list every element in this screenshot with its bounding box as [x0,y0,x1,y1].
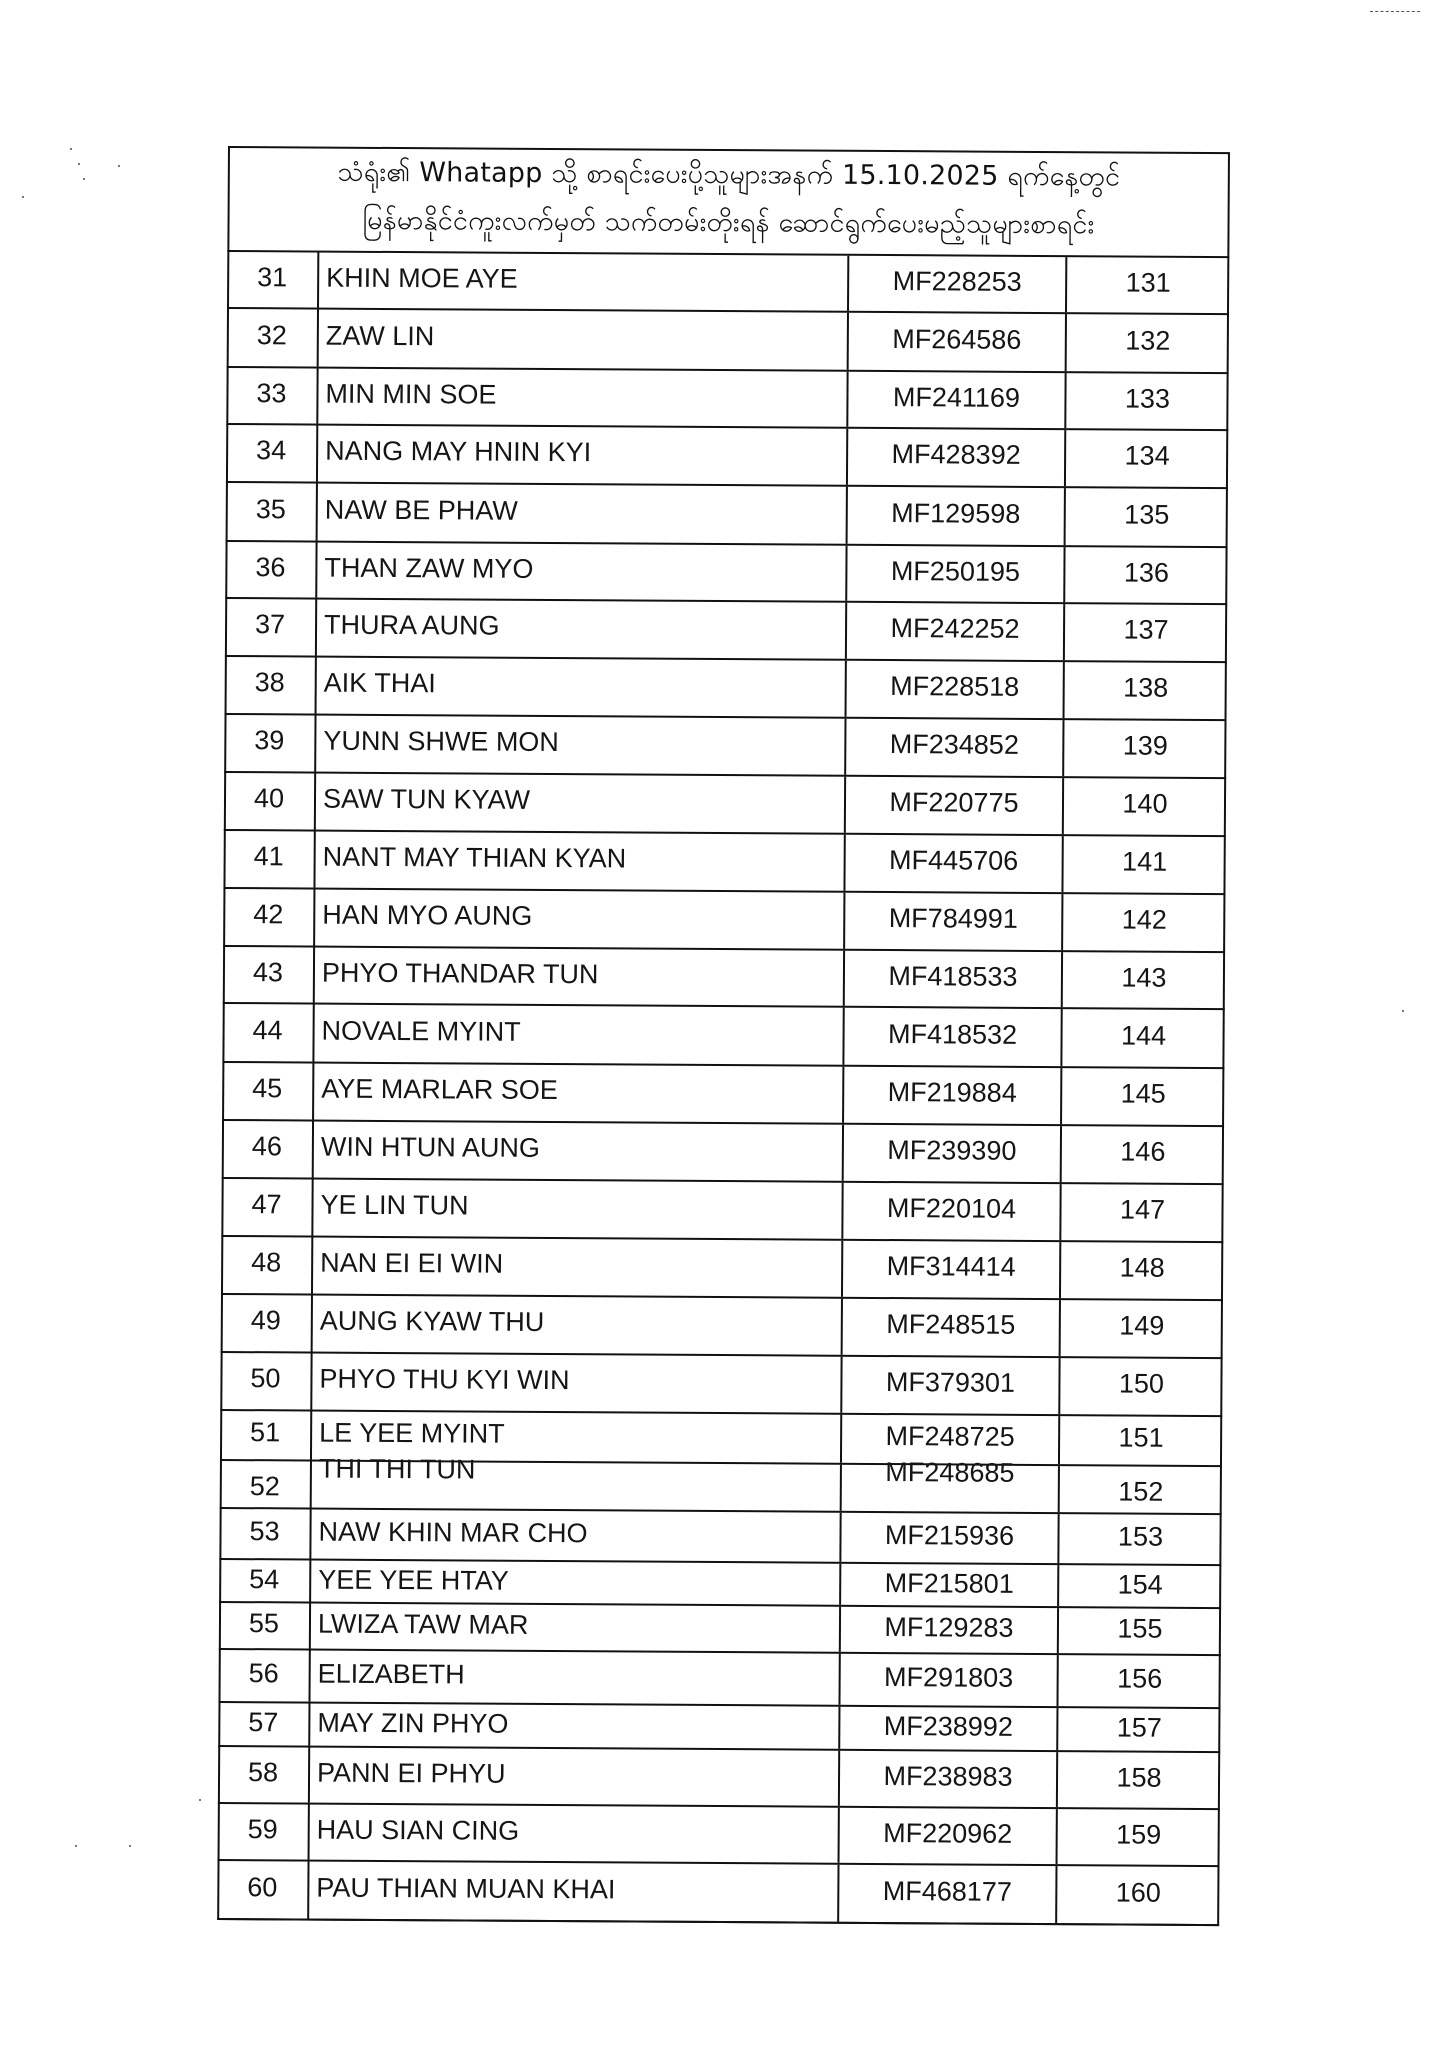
row-passport-cell [845,893,1063,950]
row-name-cell [310,1704,840,1749]
title-line-2: မြန်မာနိုင်ငံကူးလက်မှတ် သက်တမ်းတိုးရန် ဆောင်ရွက်ပေးမည့်သူများစာရင်း [362,204,1095,241]
table-row [218,1650,1220,1709]
row-number-cell [223,889,315,946]
row-queue-number-cell [1058,1655,1220,1707]
row-name: NANT MAY THIAN KYAN [322,841,627,874]
row-name-cell [311,1510,841,1562]
row-number: 45 [252,1073,283,1104]
row-passport-cell [842,1357,1060,1414]
row-queue-number-cell [1063,952,1225,1008]
table-row [225,599,1227,663]
row-passport-cell [843,1299,1061,1356]
row-queue-number: 145 [1120,1078,1166,1109]
row-number: 47 [251,1189,282,1220]
row-name-cell [317,543,847,601]
row-passport-cell [849,256,1067,312]
row-number-cell [217,1861,309,1919]
table-row [217,1861,1219,1926]
row-number: 40 [253,783,285,814]
row-queue-number-cell [1060,1416,1222,1465]
row-number-cell [222,1063,314,1120]
row-passport-cell [843,1241,1061,1298]
row-queue-number: 144 [1120,1020,1167,1051]
row-name-cell [317,600,847,659]
row-passport-cell [844,1125,1062,1182]
row-number: 43 [252,957,284,988]
row-name: LE YEE MYINT [319,1417,505,1449]
row-passport-cell [844,1067,1062,1124]
row-name-cell [317,658,847,717]
row-name: NAN EI EI WIN [320,1247,504,1279]
row-name-cell [312,1354,842,1413]
row-queue-number-cell [1063,894,1225,951]
row-passport-cell [845,835,1063,892]
row-number: 31 [257,262,288,293]
row-passport: MF228518 [890,671,1020,702]
row-passport: MF215936 [884,1520,1015,1551]
row-number-cell [219,1650,311,1702]
row-number-cell [222,1121,314,1178]
row-queue-number: 142 [1121,904,1167,935]
row-name: PAU THIAN MUAN KHAI [316,1872,616,1905]
row-name-cell [309,1862,839,1922]
row-name-cell [311,1604,841,1652]
row-number-cell [219,1560,311,1602]
table-row [225,542,1227,605]
row-queue-number-cell [1061,1184,1223,1241]
row-number-cell [220,1461,312,1508]
row-queue-number-cell [1058,1752,1220,1808]
row-queue-number: 143 [1121,962,1167,993]
row-passport-cell [848,487,1066,545]
row-queue-number-cell [1064,720,1226,777]
row-passport: MF242252 [890,613,1020,644]
row-passport: MF248515 [886,1309,1016,1340]
row-queue-number: 138 [1123,672,1169,703]
row-number: 37 [254,609,286,640]
table-row [224,715,1226,779]
row-name: THURA AUNG [323,609,500,641]
row-passport: MF418533 [888,961,1018,992]
row-number-cell [224,773,316,830]
row-name: LWIZA TAW MAR [317,1608,529,1640]
row-passport-cell [846,777,1064,834]
row-name-cell [319,253,849,311]
row-queue-number-cell [1063,836,1225,893]
row-passport-cell [839,1865,1057,1923]
row-queue-number: 159 [1116,1819,1162,1850]
row-number: 36 [255,552,286,583]
row-queue-number: 140 [1122,788,1168,819]
row-number: 42 [253,899,284,930]
row-number-cell [222,1004,314,1062]
row-passport-cell [847,661,1065,718]
row-name: YEE YEE HTAY [318,1564,509,1596]
row-passport-cell [843,1183,1061,1240]
row-passport-cell [840,1707,1058,1750]
row-passport: MF468177 [882,1876,1012,1907]
table-row [220,1453,1222,1515]
row-number-cell [225,542,317,598]
row-number: 35 [255,494,286,525]
row-passport-cell [849,313,1067,371]
row-number: 56 [248,1658,279,1689]
row-passport: MF228253 [892,266,1022,297]
row-queue-number: 154 [1117,1569,1163,1600]
row-number-cell [221,1295,313,1352]
row-queue-number: 137 [1123,614,1169,645]
row-name-cell [311,1561,841,1605]
row-passport: MF220775 [889,787,1019,818]
row-queue-number: 135 [1124,499,1170,530]
row-queue-number-cell [1066,488,1228,546]
row-name: THI THI TUN [318,1453,476,1485]
row-passport-cell [848,372,1066,428]
table-row [226,368,1228,431]
row-name-cell [316,716,846,775]
row-passport: MF418532 [887,1019,1018,1050]
row-number: 59 [247,1814,278,1845]
row-number: 50 [250,1363,281,1394]
row-queue-number-cell [1062,1068,1224,1125]
row-passport-cell [840,1654,1058,1706]
row-number-cell [218,1703,310,1746]
row-name-cell [319,310,849,370]
table-row [227,309,1229,374]
row-passport: MF220104 [886,1193,1017,1224]
table-row [221,1295,1223,1359]
row-number-cell [221,1179,313,1236]
row-queue-number: 131 [1125,267,1171,298]
row-passport-cell [848,429,1066,486]
row-number-cell [220,1411,312,1460]
table-row [218,1804,1220,1867]
row-queue-number: 134 [1124,440,1170,471]
row-number: 32 [256,320,287,351]
row-number-cell [220,1353,312,1410]
row-name: AIK THAI [323,667,436,699]
table-row [218,1747,1220,1810]
row-number-cell [225,657,317,714]
row-passport: MF234852 [889,729,1019,760]
row-passport: MF264586 [892,324,1022,355]
table-row [222,1121,1224,1185]
row-queue-number: 141 [1122,846,1168,877]
row-passport: MF238983 [883,1761,1013,1792]
row-passport: MF250195 [890,556,1021,587]
row-name-cell [315,832,845,891]
row-name: NAW KHIN MAR CHO [318,1516,588,1549]
row-queue-number: 156 [1117,1663,1163,1694]
table-row [220,1353,1222,1417]
row-name-cell [314,1122,844,1181]
row-name-cell [314,1064,844,1123]
table-row [219,1560,1221,1609]
row-queue-number-cell [1066,373,1228,429]
row-queue-number-cell [1066,430,1228,487]
row-number-cell [225,599,317,656]
row-number: 54 [249,1564,280,1595]
table-row [222,1004,1224,1069]
row-number: 51 [250,1417,281,1448]
row-number-cell [226,368,318,424]
row-queue-number: 147 [1119,1194,1166,1225]
row-number-cell [227,309,319,367]
row-passport-cell [840,1751,1058,1807]
row-passport-cell [840,1808,1058,1864]
row-passport-cell [846,719,1064,776]
row-queue-number-cell [1061,1242,1223,1299]
row-queue-number-cell [1059,1608,1221,1654]
row-passport: MF428392 [891,439,1021,470]
row-name: HAU SIAN CING [316,1814,520,1846]
row-name: HAN MYO AUNG [322,899,533,931]
row-name: AUNG KYAW THU [319,1305,545,1337]
row-name-cell [313,1180,843,1239]
row-queue-number: 155 [1117,1613,1163,1644]
row-number: 52 [249,1471,280,1502]
row-name: THAN ZAW MYO [324,552,534,584]
row-number: 46 [251,1131,282,1162]
row-queue-number: 136 [1123,557,1170,588]
table-row [221,1179,1223,1243]
row-name-cell [310,1748,840,1806]
row-queue-number-cell [1058,1809,1220,1865]
table-row [226,425,1228,489]
row-queue-number-cell [1065,547,1227,603]
row-number: 33 [256,378,287,409]
row-name-cell [318,484,848,544]
row-queue-number-cell [1067,314,1229,372]
row-queue-number: 152 [1118,1476,1164,1507]
row-queue-number-cell [1061,1300,1223,1357]
row-queue-number: 158 [1116,1762,1162,1793]
row-queue-number-cell [1062,1126,1224,1183]
row-name: WIN HTUN AUNG [320,1131,540,1163]
row-queue-number: 139 [1122,730,1168,761]
row-passport-cell [841,1513,1059,1563]
row-queue-number: 153 [1117,1521,1164,1552]
row-queue-number: 149 [1119,1310,1165,1341]
row-passport: MF215801 [884,1568,1014,1599]
row-queue-number-cell [1065,604,1227,661]
row-number: 55 [248,1608,280,1639]
table-title [227,146,1230,258]
row-name: PHYO THU KYI WIN [319,1363,570,1396]
row-queue-number: 150 [1118,1368,1165,1399]
row-passport: MF314414 [886,1251,1016,1282]
row-passport: MF219884 [887,1077,1017,1108]
row-name: NAW BE PHAW [324,494,518,526]
row-name: YUNN SHWE MON [323,725,559,758]
table-row [227,252,1229,315]
row-name: ZAW LIN [325,320,435,352]
row-name-cell [315,948,845,1006]
row-number: 39 [254,725,285,756]
row-passport-cell [847,546,1065,602]
row-passport: MF784991 [888,903,1018,934]
table-row [223,889,1225,953]
row-number: 58 [247,1757,279,1788]
row-number-cell [226,483,318,541]
row-queue-number: 132 [1125,325,1171,356]
row-queue-number-cell [1060,1358,1222,1415]
table-row [226,483,1228,548]
row-queue-number: 151 [1118,1422,1164,1453]
row-queue-number: 133 [1124,383,1171,414]
row-number: 57 [248,1707,279,1738]
row-number-cell [223,831,315,888]
table-row [219,1509,1221,1566]
row-name-cell [316,774,846,833]
row-queue-number-cell [1065,662,1227,719]
row-number: 48 [251,1247,282,1278]
row-queue-number: 146 [1120,1136,1166,1167]
row-queue-number: 157 [1116,1712,1162,1743]
row-name: KHIN MOE AYE [326,262,518,294]
row-name-cell [318,426,848,485]
table-row [219,1603,1221,1656]
row-queue-number-cell [1059,1514,1221,1564]
row-passport: MF220962 [883,1818,1013,1849]
row-name: AYE MARLAR SOE [321,1073,558,1106]
row-passport-cell [847,603,1065,660]
row-queue-number: 148 [1119,1252,1165,1283]
row-passport: MF248725 [885,1421,1015,1452]
row-name: ELIZABETH [317,1658,465,1690]
table-row [225,657,1227,721]
row-name: YE LIN TUN [320,1189,469,1221]
row-passport: MF238992 [883,1711,1013,1742]
title-line-1: သံရုံး၏ Whatapp သို့ စာရင်းပေးပို့သူများအနက် 15.10.2025 ရက်နေ့တွင် [337,156,1121,193]
row-name: NOVALE MYINT [321,1015,521,1047]
row-name-cell [310,1805,840,1863]
row-number-cell [219,1603,311,1649]
row-number: 44 [252,1015,283,1046]
table-row [218,1703,1220,1753]
row-queue-number-cell [1057,1866,1219,1924]
row-number-cell [218,1747,310,1803]
row-number: 38 [254,667,285,698]
row-number-cell [227,252,319,308]
row-number-cell [224,715,316,772]
row-passport-cell [841,1607,1059,1653]
row-passport: MF239390 [887,1135,1017,1166]
table-row [221,1237,1223,1301]
row-queue-number-cell [1058,1708,1220,1751]
row-name-cell [314,1005,844,1065]
row-passport: MF129283 [884,1612,1014,1643]
row-name-cell [312,1453,842,1511]
row-name-cell [313,1296,843,1355]
row-passport-cell [845,951,1063,1007]
row-name-cell [315,890,845,949]
row-number: 49 [250,1305,281,1336]
row-passport: MF445706 [889,845,1019,876]
row-name: MAY ZIN PHYO [317,1707,509,1739]
row-passport: MF291803 [884,1662,1014,1693]
row-passport: MF129598 [891,498,1021,529]
row-queue-number: 160 [1115,1877,1161,1908]
row-name-cell [310,1651,840,1705]
row-name: MIN MIN SOE [325,378,497,410]
row-queue-number-cell [1060,1466,1222,1513]
row-queue-number-cell [1064,778,1226,835]
row-number-cell [223,947,315,1003]
row-number-cell [221,1237,313,1294]
row-number: 60 [247,1872,278,1903]
row-passport: MF241169 [892,382,1021,413]
row-number-cell [219,1509,311,1559]
row-number: 34 [256,435,287,466]
row-queue-number-cell [1062,1009,1224,1067]
row-name: PHYO THANDAR TUN [321,957,599,990]
table-row [223,947,1225,1010]
row-number: 41 [253,841,284,872]
row-passport: MF248685 [885,1457,1015,1488]
row-number: 53 [249,1516,280,1547]
row-name: SAW TUN KYAW [322,783,531,815]
table-row [223,831,1225,895]
row-passport-cell [841,1564,1059,1606]
row-number-cell [226,425,318,482]
table-row [224,773,1226,837]
row-name-cell [313,1238,843,1297]
row-passport: MF379301 [885,1367,1016,1398]
row-name: NANG MAY HNIN KYI [325,435,592,468]
table-row [222,1063,1224,1127]
row-name-cell [318,369,848,427]
row-name: PANN EI PHYU [316,1757,506,1789]
row-queue-number-cell [1059,1565,1221,1607]
row-number-cell [218,1804,310,1860]
row-passport-cell [842,1457,1060,1512]
row-passport-cell [844,1008,1062,1066]
row-queue-number-cell [1067,257,1229,313]
